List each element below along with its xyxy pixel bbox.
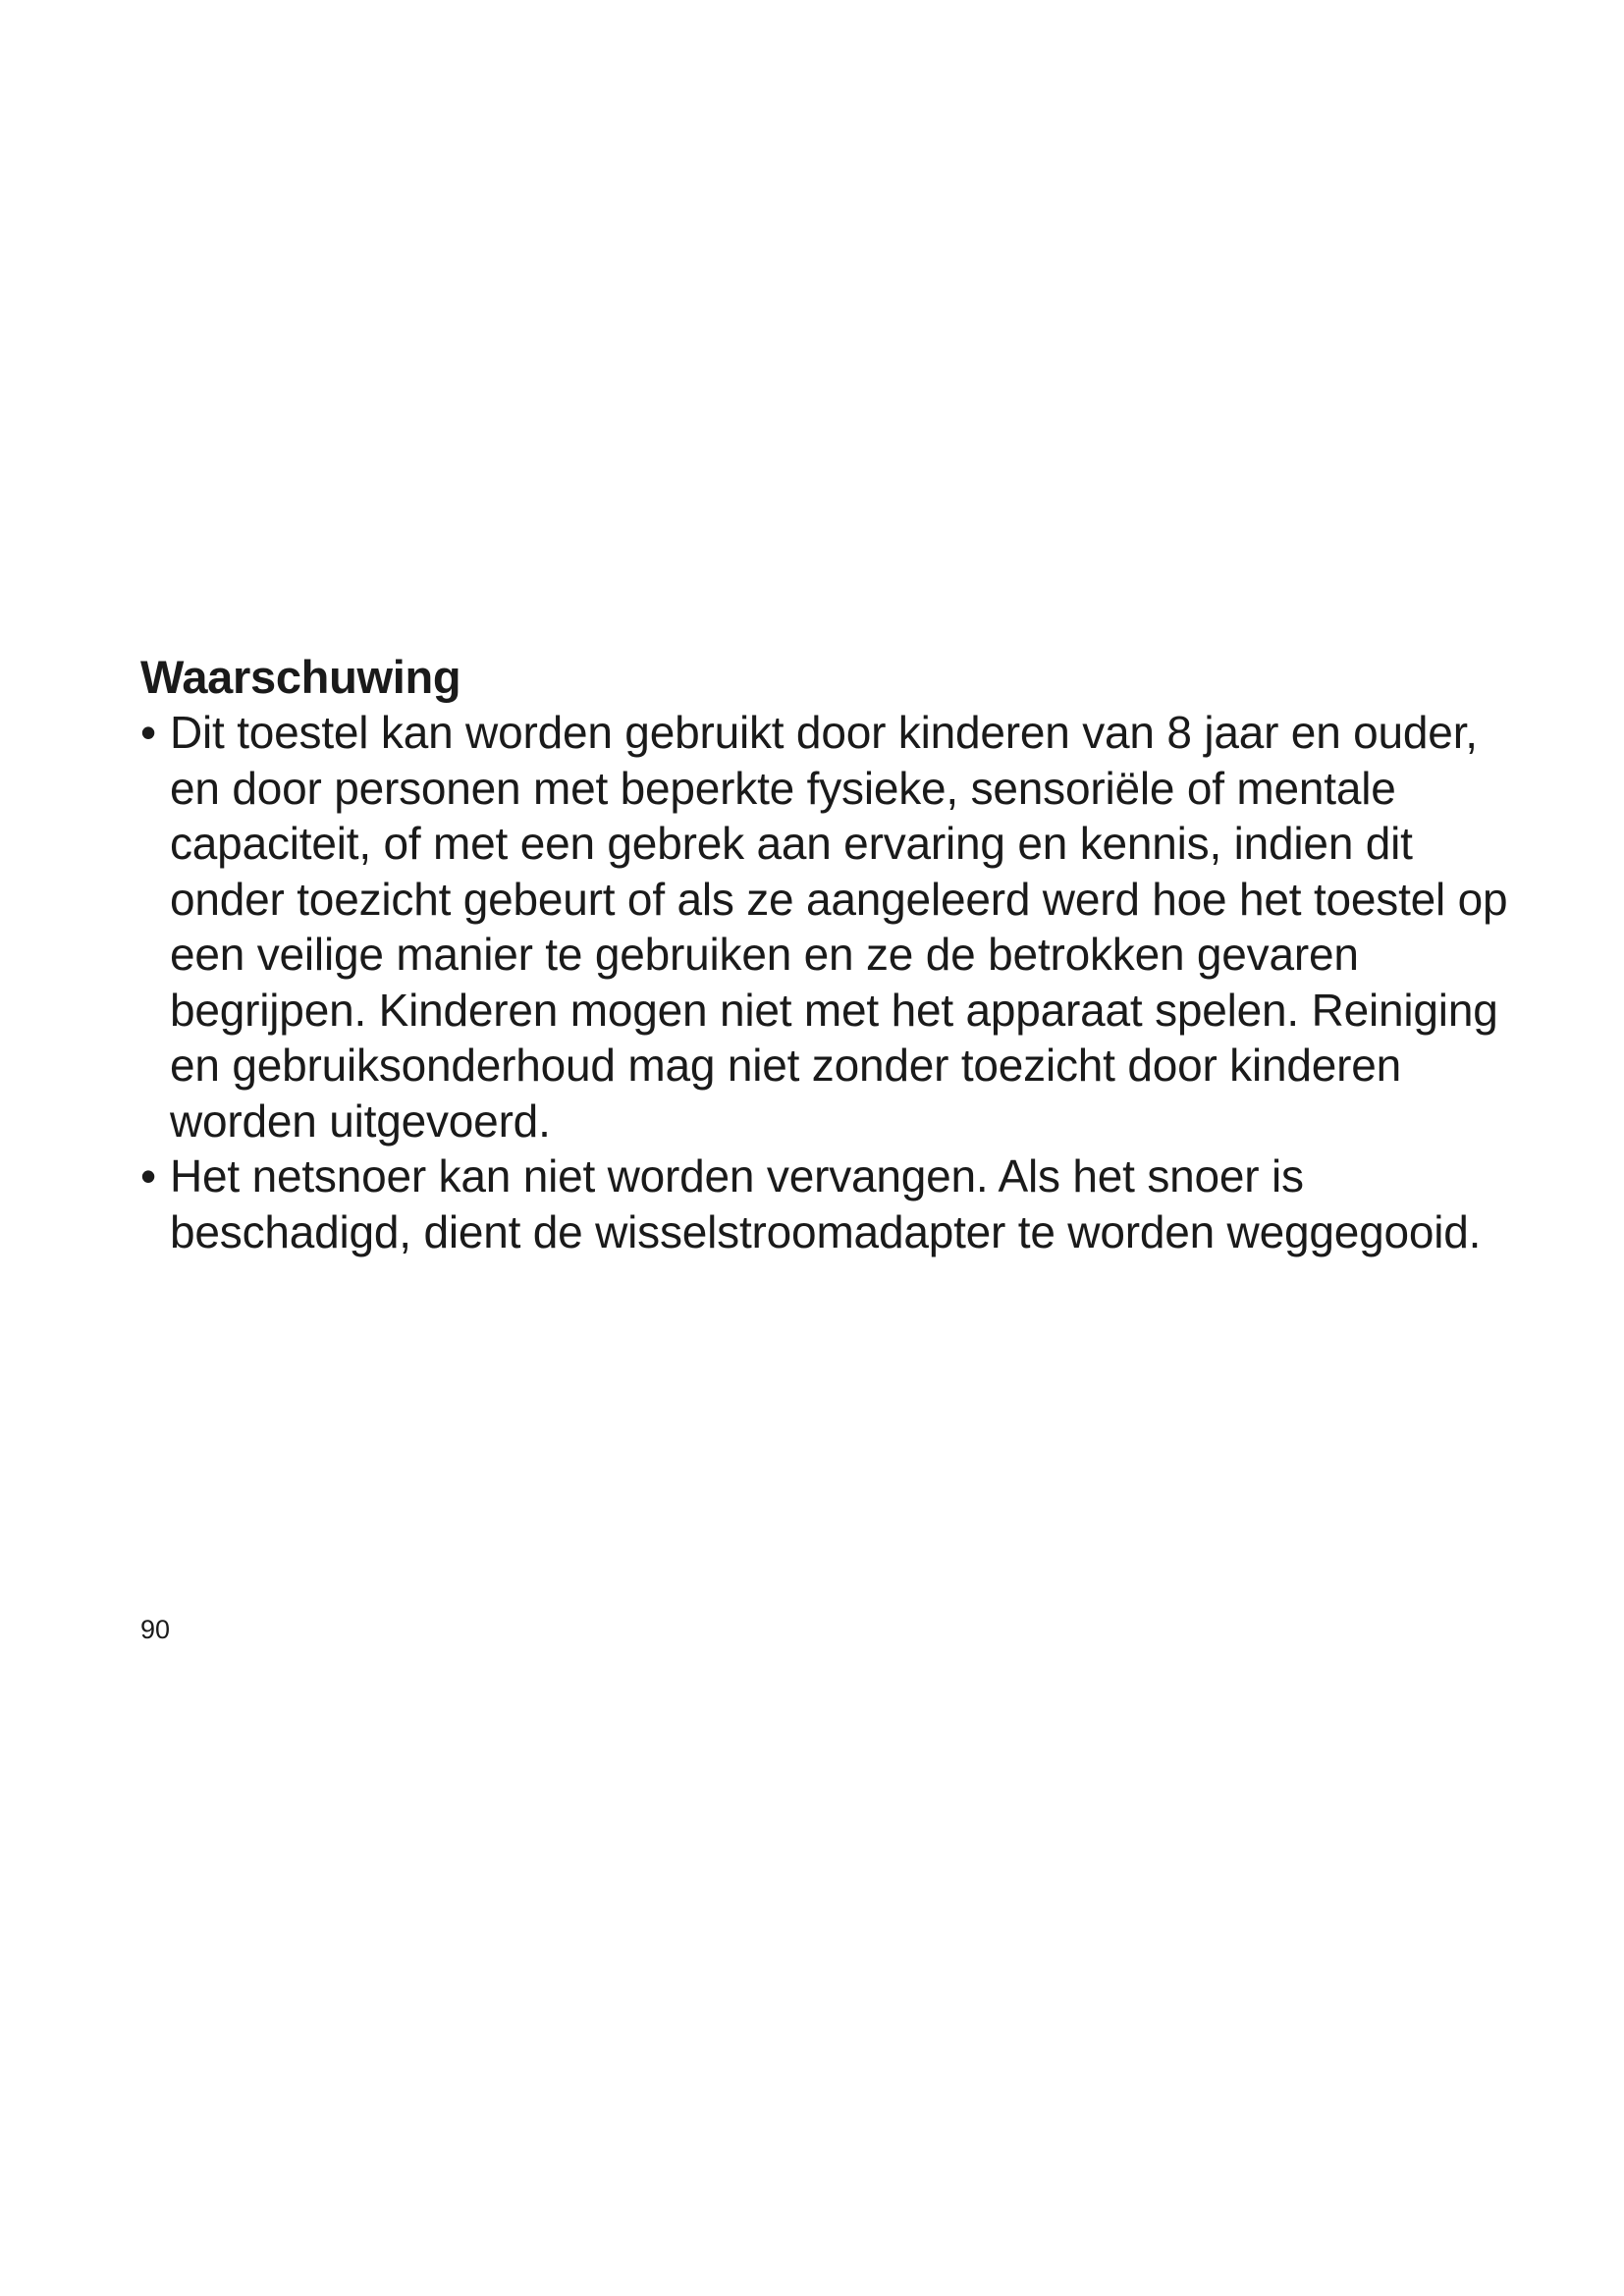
- warning-section: [140, 650, 1515, 1259]
- bullet-icon: •: [140, 707, 156, 758]
- warning-list: [140, 705, 1515, 1259]
- warning-item-usage: [140, 705, 1515, 1148]
- warning-text-power-cord: Het netsnoer kan niet worden vervangen. Als het snoer is beschadigd, dient de wisselstroomadapter te worden weggegooid.: [170, 1150, 1482, 1257]
- warning-text-usage: Dit toestel kan worden gebruikt door kinderen van 8 jaar en ouder, en door personen met beperkte fysieke, sensoriële of mentale capaciteit, of met een gebrek aan ervaring en kennis, indien dit onder toezicht gebeurt of als ze aangeleerd werd hoe het toestel op een veilige manier te gebruiken en ze de betrokken gevaren begrijpen. Kinderen mogen niet met het apparaat spelen. Reiniging en gebruiksonderhoud mag niet zonder toezicht door kinderen worden uitgevoerd.: [170, 707, 1508, 1147]
- warning-heading: Waarschuwing: [140, 651, 461, 703]
- bullet-icon: •: [140, 1150, 156, 1201]
- page-number: 90: [140, 1615, 171, 1644]
- warning-item-power-cord: [140, 1148, 1515, 1259]
